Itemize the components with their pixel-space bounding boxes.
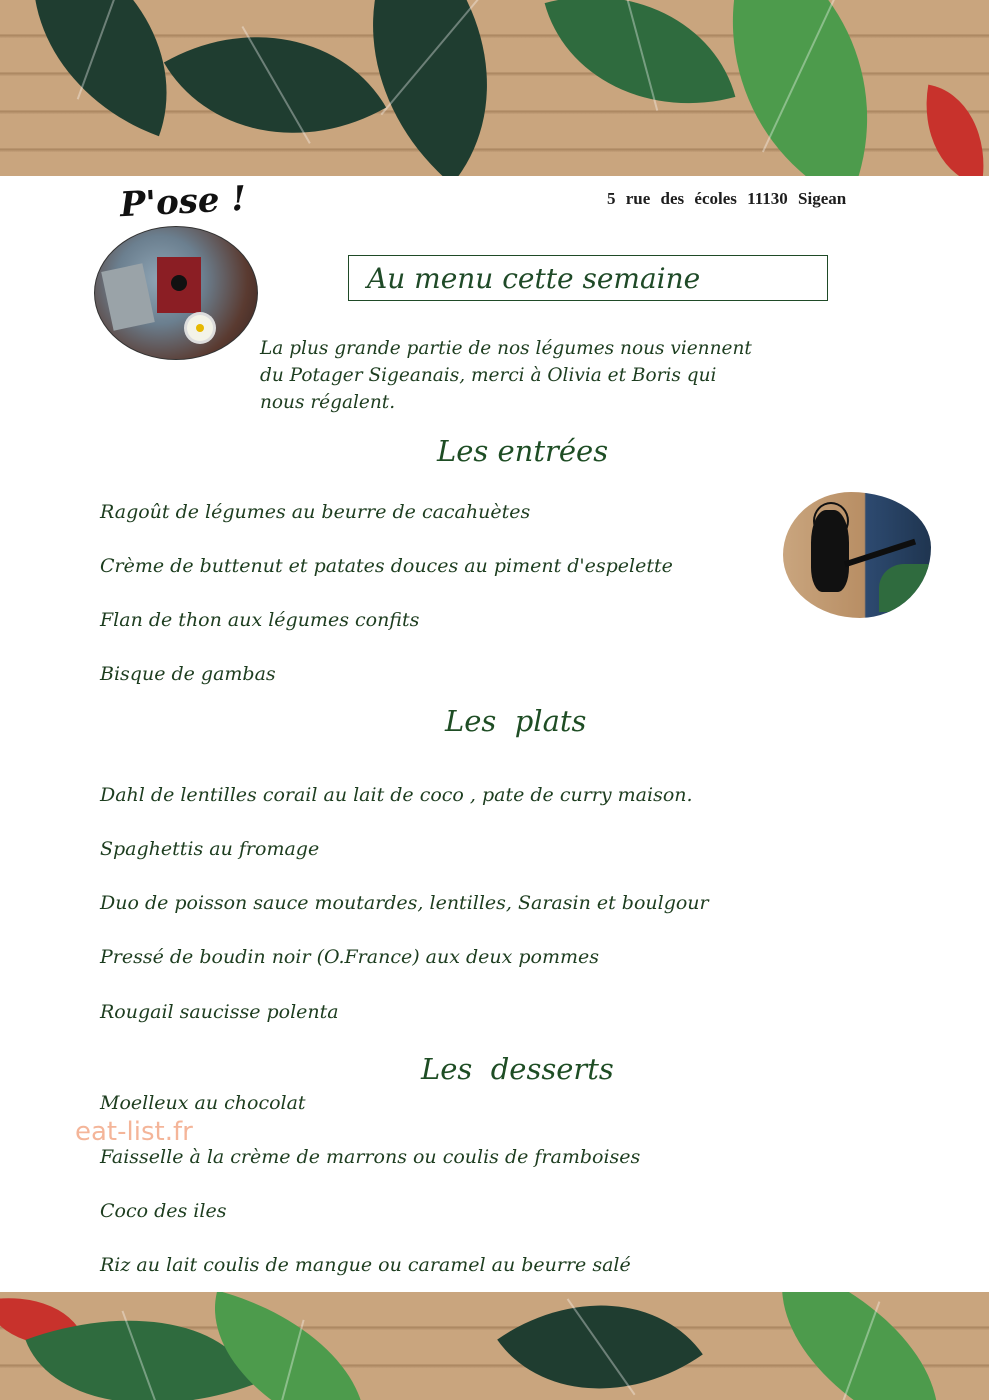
leaf-icon xyxy=(545,0,736,138)
restaurant-address: 5 rue des écoles 11130 Sigean xyxy=(607,189,847,208)
menu-item: Crème de buttenut et patates douces au piment d'espelette xyxy=(100,555,673,577)
top-leaf-banner xyxy=(0,0,989,176)
logo-text: P'ose ! xyxy=(119,178,248,226)
menu-item: Pressé de boudin noir (O.France) aux deux pommes xyxy=(100,946,600,968)
section-title-plats: Les plats xyxy=(445,704,587,738)
menu-item: Flan de thon aux légumes confits xyxy=(100,609,420,631)
menu-item: Duo de poisson sauce moutardes, lentilles, Sarasin et boulgour xyxy=(100,892,709,914)
menu-item: Moelleux au chocolat xyxy=(100,1092,306,1114)
leaf-icon xyxy=(497,1292,703,1400)
menu-item: Dahl de lentilles corail au lait de coco , pate de curry maison. xyxy=(100,784,693,806)
menu-item: Faisselle à la crème de marrons ou coulis de framboises xyxy=(100,1146,641,1168)
menu-item: Ragoût de légumes au beurre de cacahuètes xyxy=(100,501,531,523)
logo-birdhouse-icon xyxy=(94,226,258,360)
leaf-icon xyxy=(913,85,989,176)
menu-item: Coco des iles xyxy=(100,1200,227,1222)
intro-line: La plus grande partie de nos légumes nous viennent xyxy=(260,338,752,359)
menu-item: Rougail saucisse polenta xyxy=(100,1001,339,1023)
section-title-entrees: Les entrées xyxy=(437,434,609,468)
fairy-decoration-icon xyxy=(783,492,931,618)
section-title-desserts: Les desserts xyxy=(421,1052,614,1086)
leaf-icon xyxy=(164,0,386,176)
leaf-icon xyxy=(746,1292,975,1400)
menu-item: Spaghettis au fromage xyxy=(100,838,320,860)
intro-text xyxy=(260,335,840,416)
menu-item: Riz au lait coulis de mangue ou caramel au beurre salé xyxy=(100,1254,631,1276)
intro-line: du Potager Sigeanais, merci à Olivia et Boris qui xyxy=(260,365,717,386)
watermark: eat-list.fr xyxy=(75,1117,193,1147)
menu-title: Au menu cette semaine xyxy=(348,255,828,301)
intro-line: nous régalent. xyxy=(260,392,396,413)
menu-item: Bisque de gambas xyxy=(100,663,276,685)
bottom-leaf-banner xyxy=(0,1292,989,1400)
